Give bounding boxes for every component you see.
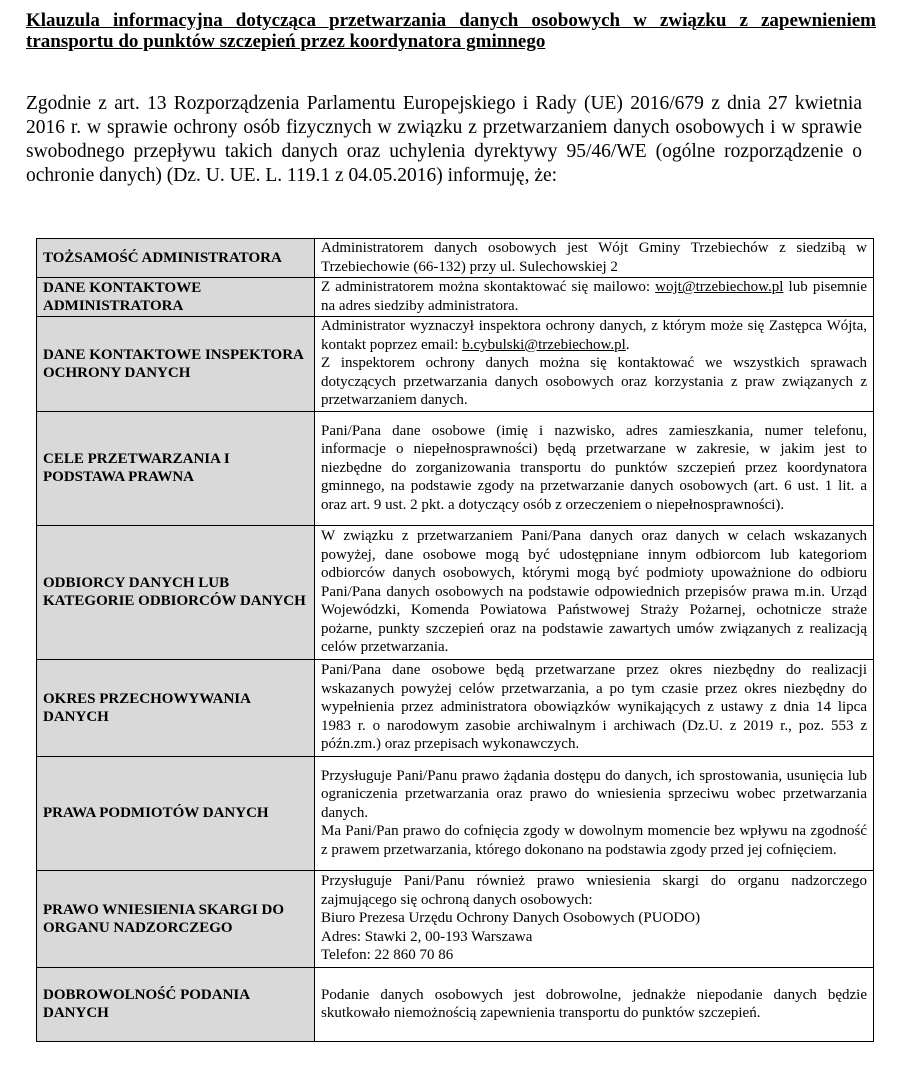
value-text: Administratorem danych osobowych jest Wójt Gminy Trzebiechów z siedzibą w Trzebiechowie (66-132) przy ul. Sulechowskiej 2 [321, 240, 867, 275]
value-text: W związku z przetwarzaniem Pani/Pana danych oraz danych w celach wskazanych powyżej, dane osobowe mogą być udostępniane innym odbiorcom lub kategoriom odbiorców danych osobowych, którymi mogą być podmioty upoważnione do odbioru Pani/Pana danych osobowych na podstawie odpowiednich przepisów prawa m.in. Urząd Wojewódzki, Komenda Powiatowa Państwowej Straży Pożarnej, ochotnicze straże pożarne, punkty szczepień oraz na podstawie zawartych umów związanych z realizacją celów przetwarzania. [321, 528, 867, 656]
value-text: Pani/Pana dane osobowe (imię i nazwisko, adres zamieszkania, numer telefonu, informacje o niepełnosprawności) będą przetwarzane w zakresie, w jakim jest to niezbędne do zorganizowania transportu do punktów szczepień przez koordynatora gminnego, na podstawie zgody na przetwarzanie danych osobowych (art. 6 ust. 1 lit. a oraz art. 9 ust. 2 pkt. a dotyczący osób z orzeczeniem o niepełnosprawności). [321, 422, 867, 513]
information-clause-table [36, 238, 874, 1042]
table-row [37, 757, 874, 871]
row-header-retention-period: OKRES PRZECHOWYWANIA DANYCH [37, 660, 315, 757]
table-row [37, 660, 874, 757]
row-value-voluntary-provision [315, 968, 874, 1042]
table-row [37, 412, 874, 526]
value-text: Biuro Prezesa Urzędu Ochrony Danych Osobowych (PUODO) [321, 910, 701, 927]
row-value-retention-period [315, 660, 874, 757]
value-text: Z administratorem można skontaktować się mailowo: [321, 279, 656, 295]
table-row [37, 968, 874, 1042]
row-header-administrator-contact: DANE KONTAKTOWE ADMINISTRATORA [37, 278, 315, 317]
row-value-administrator-identity [315, 239, 874, 278]
row-value-recipients [315, 526, 874, 660]
value-text: lub pisemnie na adres siedziby administratora. [321, 279, 867, 314]
value-text: Telefon: 22 860 70 86 [321, 947, 454, 964]
value-text: Podanie danych osobowych jest dobrowolne, jednakże niepodanie danych będzie skutkowało niemożnością zapewnienia transportu do punktów szczepień. [321, 986, 867, 1021]
value-text: Z inspektorem ochrony danych można się kontaktować we wszystkich sprawach dotyczących przetwarzania danych osobowych oraz korzystania z praw związanych z przetwarzaniem danych. [321, 355, 867, 409]
value-text: Przysługuje Pani/Panu również prawo wniesienia skargi do organu nadzorczego zajmującego się ochroną danych osobowych: [321, 873, 867, 908]
table-row [37, 278, 874, 317]
row-header-recipients: ODBIORCY DANYCH LUB KATEGORIE ODBIORCÓW DANYCH [37, 526, 315, 660]
email-link-wojt[interactable]: wojt@trzebiechow.pl [655, 279, 784, 295]
table-row [37, 239, 874, 278]
value-text: Przysługuje Pani/Panu prawo żądania dostępu do danych, ich sprostowania, usunięcia lub ograniczenia przetwarzania oraz prawo do wniesienia sprzeciwu wobec przetwarzania danych. [321, 767, 867, 821]
value-text: . [625, 336, 630, 353]
row-value-data-subject-rights [315, 757, 874, 871]
row-header-administrator-identity: TOŻSAMOŚĆ ADMINISTRATORA [37, 239, 315, 278]
email-link-dpo[interactable]: b.cybulski@trzebiechow.pl [462, 336, 626, 353]
row-header-voluntary-provision: DOBROWOLNOŚĆ PODANIA DANYCH [37, 968, 315, 1042]
value-text: Pani/Pana dane osobowe będą przetwarzane przez okres niezbędny do realizacji wskazanych powyżej celów przetwarzania, a po tym czasie przez okres niezbędny do wypełnienia przez administratora obowiązków wynikających z ustawy z dnia 14 lipca 1983 r. o narodowym zasobie archiwalnym i archiwach (Dz.U. z 2019 r., poz. 553 z późn.zm.) oraz przepisach wykonawczych. [321, 662, 867, 753]
row-header-right-to-complain: PRAWO WNIESIENIA SKARGI DO ORGANU NADZORCZEGO [37, 871, 315, 968]
value-text: Administrator wyznaczył inspektora ochrony danych, z którym może się Zastępca Wójta, kontakt poprzez email: [321, 318, 867, 353]
row-value-administrator-contact [315, 278, 874, 317]
table-row [37, 317, 874, 412]
document-title: Klauzula informacyjna dotycząca przetwarzania danych osobowych w związku z zapewnieniem transportu do punktów szczepień przez koordynatora gminnego [26, 10, 876, 52]
row-header-dpo-contact: DANE KONTAKTOWE INSPEKTORA OCHRONY DANYCH [37, 317, 315, 412]
value-text: Ma Pani/Pan prawo do cofnięcia zgody w dowolnym momencie bez wpływu na zgodność z prawem przetwarzania, którego dokonano na podstawia zgody przed jej cofnięciem. [321, 823, 867, 858]
row-value-purposes-legal-basis [315, 412, 874, 526]
row-value-right-to-complain [315, 871, 874, 968]
table-row [37, 526, 874, 660]
value-text: Adres: Stawki 2, 00-193 Warszawa [321, 928, 533, 945]
row-header-purposes-legal-basis: CELE PRZETWARZANIA I PODSTAWA PRAWNA [37, 412, 315, 526]
table-row [37, 871, 874, 968]
intro-paragraph: Zgodnie z art. 13 Rozporządzenia Parlamentu Europejskiego i Rady (UE) 2016/679 z dnia 27 kwietnia 2016 r. w sprawie ochrony osób fizycznych w związku z przetwarzaniem danych osobowych i w sprawie swobodnego przepływu takich danych oraz uchylenia dyrektywy 95/46/WE (ogólne rozporządzenie o ochronie danych) (Dz. U. UE. L. 119.1 z 04.05.2016) informuję, że: [26, 93, 862, 186]
row-value-dpo-contact [315, 317, 874, 412]
row-header-data-subject-rights: PRAWA PODMIOTÓW DANYCH [37, 757, 315, 871]
